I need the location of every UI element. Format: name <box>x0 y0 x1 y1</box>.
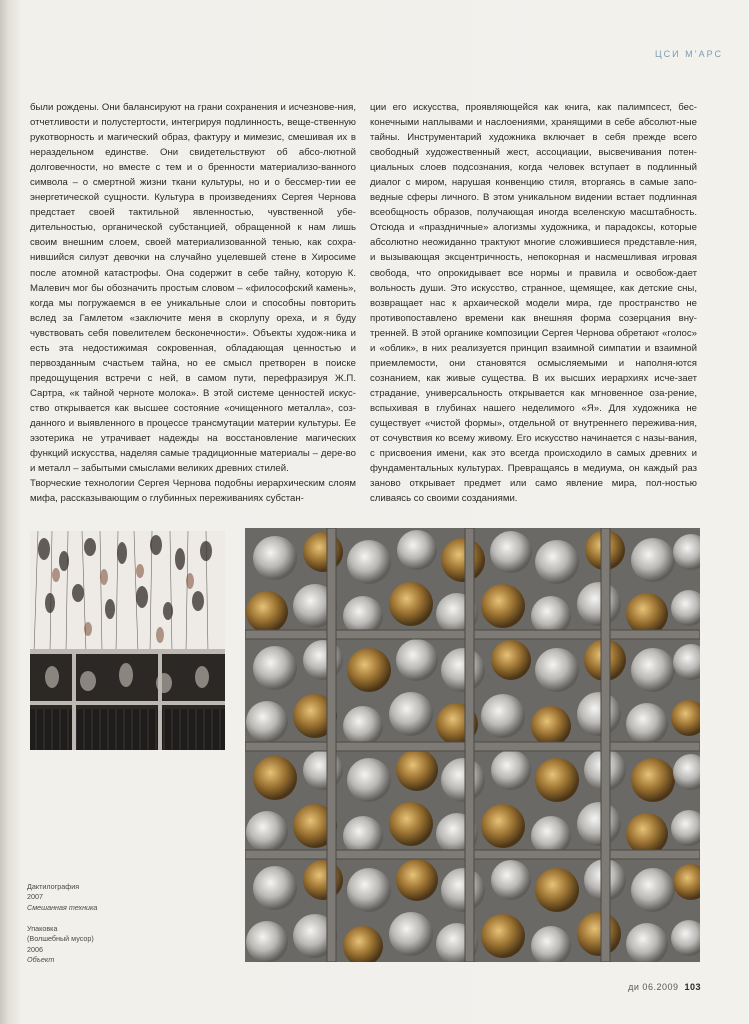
caption-title: Упаковка <box>27 924 58 933</box>
page-footer <box>628 982 701 992</box>
section-header: ЦСИ М’АРС <box>654 49 723 59</box>
issue-label: ди 06.2009 <box>628 982 679 992</box>
caption-packaging <box>27 924 167 965</box>
caption-year: 2006 <box>27 944 43 954</box>
paragraph: ции его искусства, проявляющейся как книга, как палимпсест, бес-конечными наплывами и наслоениями, хранящими в себе абсолют-ные тайны. Инструментарий художника включает в себя прежде всего свободный художественный жест, ассоциации, высвечивания потен-циальных слоев подсознания, когда человек вступает в подлинный диалог с миром, нарушая конвенцию стиля, вторгаясь в самые запо-ведные сферы личного. В этом уникальном видении встает подлинная всеобщность образов, получающая иногда вселенскую масштабность. Отсюда и «праздничные» алогизмы художника, и парадоксы, которые абсолютно неожиданно трактуют многие сложившиеся представле-ния, и вызывающая эксцентричность, непокорная и насмешливая игровая свобода, что опрокидывает все нормы и правила и освобож-дает вольность души. Это искусство, странное, щемящее, как детские сны, возвращает нас к архаической модели мира, где пространство не противопоставлено времени как внешняя форма созерцания вну-тренней. В этой органике композиции Сергея Чернова обретают «голос» и «облик», в них реализуется принцип взаимной симпатии и взаимной приемлемости, они становятся осмысляемыми и наполня-ются сознанием, как живые существа. В их высших иерархиях исче-зает страдание, универсальность открывается как мгновенное оза-рение, вспыхивая в глубинах нашего неделимого «Я». Для художника не существует «чистой формы», отдельной от внутреннего пережива-ния, от сочувствия ко всему живому. Его искусство начинается с назы-вания, с присвоения имени, как это всегда происходило в самых древних и фундаментальных культурах. Превращаясь в медиума, он каждый раз заново открывает предмет или само явление мира, пол-ностью сливаясь со своими созданиями. <box>370 102 697 505</box>
paragraph: Творческие технологии Сергея Чернова подобны иерархическим слоям мифа, рассказывающим о глубинных переживаниях субстан- <box>30 478 356 505</box>
artwork-image-dactylography <box>30 531 225 750</box>
caption-subtitle: (Волшебный мусор) <box>27 934 94 944</box>
text-column-right <box>370 100 697 506</box>
artwork-dactylography-graphic <box>30 531 225 750</box>
artwork-image-packaging <box>245 528 700 962</box>
text-column-left <box>30 100 356 506</box>
caption-dactylography <box>27 882 167 913</box>
caption-year: 2007 <box>27 892 43 902</box>
paragraph: были рождены. Они балансируют на грани сохранения и исчезнове-ния, отчетливости и полустертости, интегрируя подлинность, веще-ственную рукотворность и магический образ, фактуру и мимезис, смешивая их в нераздельном единстве. Они свидетельствуют об абсо-лютной долговечности, но вместе с тем и о бренности материализо-ванного символа – о смертной жизни ткани культуры, но и о бессмер-тии ее энергетической сущности. Культура в произведениях Сергея Чернова предстает своей тактильной явленностью, чувственной убе-дительностью, органической субстанцией, обращенной к нам лишь своим внешним слоем, своей материализованной тенью, как сохра-нившийся силуэт девочки на случайно уцелевшей стене в Хиросиме после атомной катастрофы. Она содержит в себе тайну, которую К. Малевич мог бы обозначить простым словом – «философский камень», когда мы погружаемся в ее уникальные слои и способны повторить вслед за Гамлетом «заключите меня в скорлупу ореха, и я буду чувствовать себя повелителем бесконечности». Объекты худож-ника и есть эта недостижимая сокровенная, обладающая ценностью и первозданным счастьем тайна, но ее смысл претворен в поиске предощущения встречи с ней, в самом пути, перефразируя Ж.П. Сартра, «к тайной черноте молока». В этой системе ценностей искус-ство открывается как высшее состояние «очищенного металла», соз-данного и выявленного в процессе трансмутации материи культуры. Ее эзотерика не утрачивает надежды на восстановление магических функций искусства, наделяя самые традиционные материалы – дере-во и металл – забытыми смыслами великих древних стилей. <box>30 102 356 475</box>
caption-technique: Смешанная техника <box>27 902 98 912</box>
page-number: 103 <box>684 982 701 992</box>
caption-title: Дактилография <box>27 882 80 891</box>
artwork-packaging-graphic <box>245 528 700 962</box>
caption-technique: Объект <box>27 954 55 964</box>
